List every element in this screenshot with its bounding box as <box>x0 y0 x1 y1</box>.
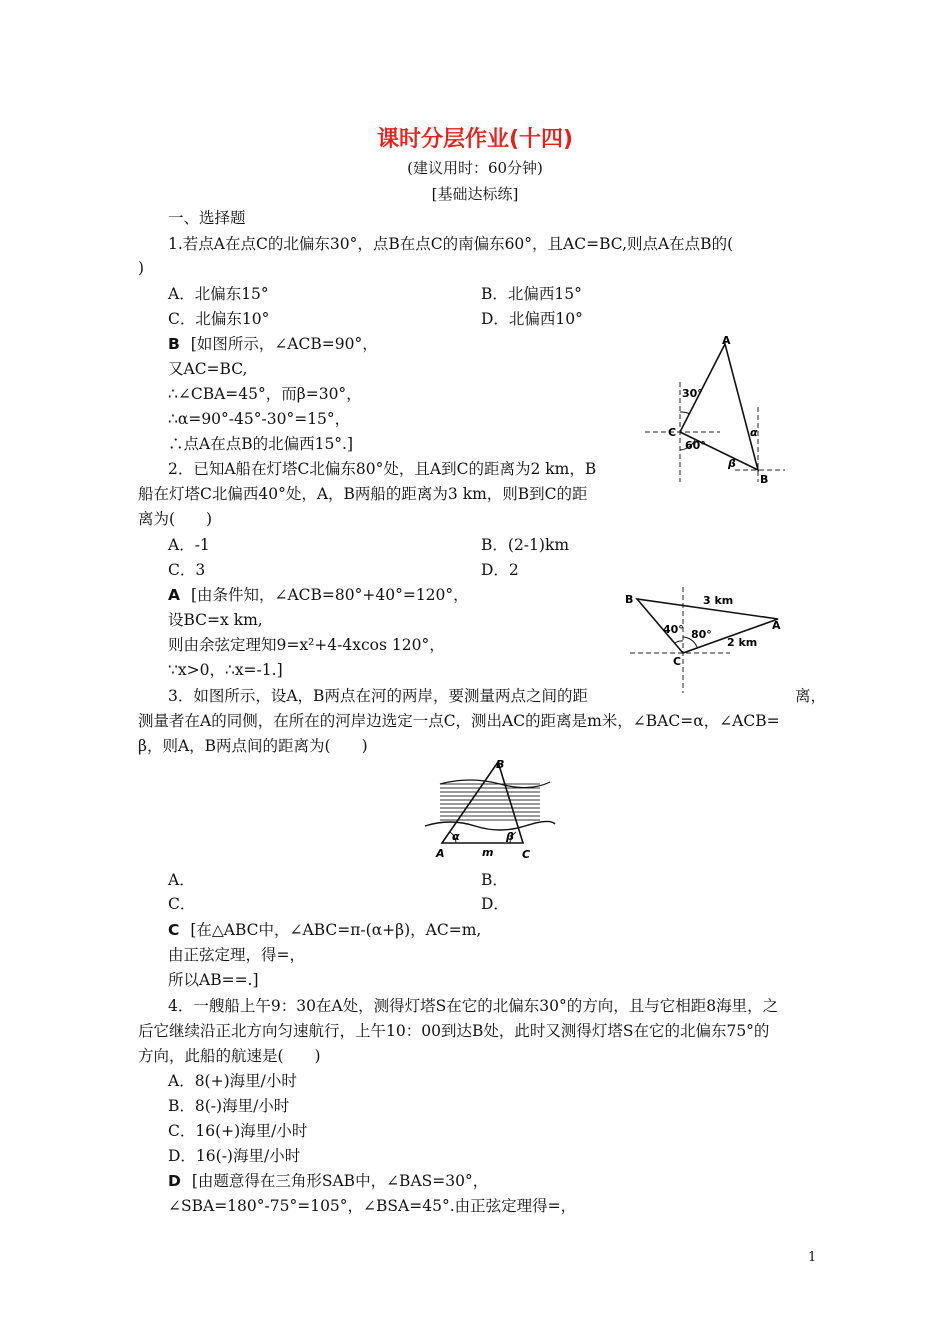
q2-figure <box>615 585 800 695</box>
q4-option-d: D．16(-)海里/小时 <box>168 1147 301 1165</box>
q1-option-b: B．北偏西15° <box>481 285 582 303</box>
q2-answer-line <box>168 585 469 605</box>
q3-stem-1a: 3．如图所示，设A，B两点在河的两岸，要测量两点之间的距 <box>168 687 588 705</box>
q3-option-d: D． <box>481 895 509 913</box>
q2-explanation-4: ∵x>0，∴x=-1.] <box>168 661 283 679</box>
q2-option-c: C．3 <box>168 561 206 579</box>
q1-fig-beta: β <box>728 457 736 470</box>
page-number: 1 <box>808 1250 817 1265</box>
q2-fig-label-b: B <box>625 593 634 606</box>
q2-stem-1: 2．已知A船在灯塔C北偏东80°处，且A到C的距离为2 km，B <box>168 460 597 478</box>
q1-fig-label-b: B <box>760 473 769 486</box>
q4-stem-3: 方向，此船的航速是( ) <box>138 1047 321 1065</box>
q3-option-c: C． <box>168 895 196 913</box>
q2-fig-angle-80: 80° <box>691 628 712 641</box>
q2-answer-letter: A <box>168 586 180 604</box>
q2-fig-dist-3: 3 km <box>703 594 734 607</box>
q3-fig-label-a: A <box>436 847 445 860</box>
q1-fig-angle-30: 30° <box>682 387 703 400</box>
q1-fig-label-a: A <box>722 334 731 347</box>
q4-option-b: B．8(-)海里/小时 <box>168 1097 290 1115</box>
q2-option-d: D．2 <box>481 561 519 579</box>
q3-fig-beta: β <box>506 830 514 843</box>
q1-fig-angle-60: 60° <box>685 439 706 452</box>
q2-fig-label-a: A <box>772 619 781 632</box>
q3-figure <box>420 756 560 864</box>
q4-stem-2: 后它继续沿正北方向匀速航行，上午10：00到达B处，此时又测得灯塔S在它的北偏东75°的 <box>138 1022 770 1040</box>
q3-stem-2: 测量者在A的同侧，在所在的河岸边选定一点C，测出AC的距离是m米，∠BAC=α，∠ACB= <box>138 712 780 730</box>
q3-stem-3: β，则A，B两点间的距离为( ) <box>138 737 368 755</box>
part-heading: 一、选择题 <box>168 209 246 227</box>
q1-explanation-3: ∴∠CBA=45°，而β=30°， <box>168 385 362 403</box>
q1-answer-letter: B <box>168 335 180 353</box>
q4-stem-1: 4．一艘船上午9：30在A处，测得灯塔S在它的北偏东30°的方向，且与它相距8海里，之 <box>168 997 779 1015</box>
q1-option-a: A．北偏东15° <box>168 285 269 303</box>
q3-fig-alpha: α <box>452 830 460 843</box>
q1-explanation-5: ∴点A在点B的北偏西15°.] <box>168 435 354 453</box>
q2-fig-label-c: C <box>673 655 682 668</box>
q1-stem-2: ) <box>138 259 145 277</box>
q2-fig-dist-2: 2 km <box>727 636 758 649</box>
q2-explanation-2: 设BC=x km, <box>168 611 263 629</box>
q4-option-c: C．16(+)海里/小时 <box>168 1122 308 1140</box>
q1-explanation-4: ∴α=90°-45°-30°=15°， <box>168 410 351 428</box>
q2-fig-angle-40: 40° <box>663 623 684 636</box>
q3-explanation-2: 由正弦定理，得=， <box>168 946 305 964</box>
q3-fig-label-b: B <box>496 758 505 771</box>
q4-answer-line <box>168 1171 488 1191</box>
section-label: [基础达标练] <box>431 185 519 203</box>
q2-option-a: A．-1 <box>168 536 210 554</box>
q3-answer-letter: C <box>168 921 180 939</box>
q1-fig-alpha: α <box>750 426 758 439</box>
q3-explanation-3: 所以AB==.] <box>168 971 259 989</box>
q3-fig-m: m <box>482 846 494 859</box>
q1-stem-1: 1.若点A在点C的北偏东30°，点B在点C的南偏东60°，且AC=BC,则点A在点B的( <box>168 235 734 253</box>
q4-explanation-2: ∠SBA=180°-75°=105°，∠BSA=45°.由正弦定理得=， <box>168 1197 577 1215</box>
q4-option-a: A．8(+)海里/小时 <box>168 1072 297 1090</box>
time-hint: (建议用时：60分钟) <box>407 159 543 177</box>
q2-option-b: B．(2-1)km <box>481 536 570 554</box>
q1-option-c: C．北偏东10° <box>168 310 270 328</box>
q3-explanation-1: [在△ABC中，∠ABC=π-(α+β)，AC=m, <box>190 921 482 939</box>
q4-answer-letter: D <box>168 1172 181 1190</box>
q3-fig-label-c: C <box>522 848 531 861</box>
q2-explanation-1: [由条件知，∠ACB=80°+40°=120°， <box>190 586 469 604</box>
q1-option-d: D．北偏西10° <box>481 310 583 328</box>
q3-answer-line <box>168 920 481 940</box>
q2-stem-3: 离为( ) <box>138 510 213 528</box>
q3-option-b: B． <box>481 871 508 889</box>
q1-answer-line <box>168 334 378 354</box>
q1-explanation-2: 又AC=BC, <box>168 360 248 378</box>
q1-explanation-1: [如图所示，∠ACB=90°， <box>190 335 378 353</box>
q3-stem-1b: 离， <box>795 687 827 705</box>
q1-fig-label-c: C <box>668 426 677 439</box>
q4-explanation-1: [由题意得在三角形SAB中，∠BAS=30°， <box>191 1172 489 1190</box>
q1-figure <box>640 332 800 492</box>
q2-stem-2: 船在灯塔C北偏西40°处，A，B两船的距离为3 km，则B到C的距 <box>138 485 588 503</box>
page-title: 课时分层作业(十四) <box>376 127 574 152</box>
q2-explanation-3: 则由余弦定理知9=x²+4-4xcos 120°， <box>168 636 445 654</box>
q3-option-a: A． <box>168 871 195 889</box>
